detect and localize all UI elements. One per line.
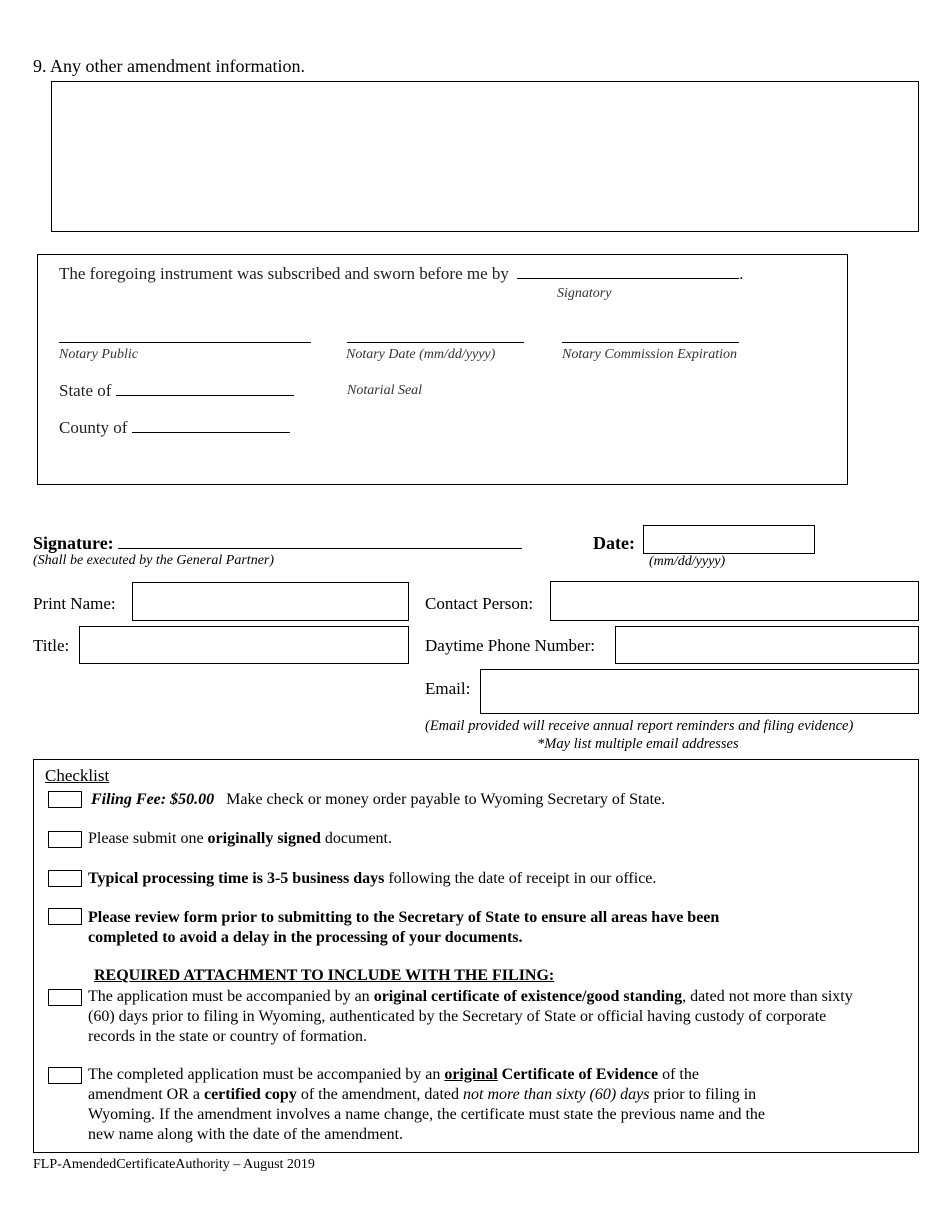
att2-l2-bold: certified copy — [203, 1086, 297, 1103]
print-name-input[interactable] — [132, 582, 409, 621]
att1-bold: original certificate of existence/good standing — [373, 988, 683, 1005]
fee-checkbox[interactable] — [48, 791, 82, 808]
att2-l2-mid: of the amendment, dated — [296, 1086, 463, 1103]
att1-line-3: records in the state or country of formation. — [88, 1028, 368, 1045]
section-9-label: 9. Any other amendment information. — [33, 56, 305, 76]
fee-item — [91, 790, 665, 810]
fee-bold: Filing Fee: $50.00 — [91, 791, 215, 808]
email-multiple-note: *May list multiple email addresses — [537, 736, 739, 752]
sworn-end: . — [739, 264, 744, 283]
att1-line-2: (60) days prior to filing in Wyoming, authenticated by the Secretary of State or official having custody of corporate — [88, 1008, 827, 1025]
email-input[interactable] — [480, 669, 919, 714]
required-attachment-heading: REQUIRED ATTACHMENT TO INCLUDE WITH THE FILING: — [94, 967, 555, 984]
notarial-seal-label: Notarial Seal — [347, 383, 423, 398]
processing-checkbox[interactable] — [48, 870, 82, 887]
daytime-phone-input[interactable] — [615, 626, 919, 664]
county-of-line[interactable] — [132, 432, 290, 433]
review-line-2: completed to avoid a delay in the processing of your documents. — [88, 929, 523, 946]
title-input[interactable] — [79, 626, 409, 664]
att2-l2-pre: amendment OR a — [88, 1086, 204, 1103]
submit-post: document. — [320, 830, 392, 847]
attachment-1-item — [88, 987, 853, 1047]
submit-item — [88, 829, 392, 849]
attachment-1-checkbox[interactable] — [48, 989, 82, 1006]
att1-pre: The application must be accompanied by an — [88, 988, 374, 1005]
contact-person-label: Contact Person: — [425, 594, 534, 613]
submit-pre: Please submit one — [88, 830, 208, 847]
contact-person-input[interactable] — [550, 581, 919, 621]
att1-post: , dated not more than sixty — [682, 988, 853, 1005]
att2-original: original — [444, 1066, 498, 1083]
commission-expiration-label: Notary Commission Expiration — [562, 347, 738, 362]
footer-form-id: FLP-AmendedCertificateAuthority – August 2019 — [33, 1157, 315, 1172]
fee-text: Make check or money order payable to Wyoming Secretary of State. — [226, 791, 666, 808]
att2-l2-post: prior to filing in — [649, 1086, 757, 1103]
processing-item — [88, 869, 656, 889]
att2-bold: Certificate of Evidence — [497, 1066, 659, 1083]
signatory-label: Signatory — [557, 286, 612, 301]
county-of-label: County of — [59, 418, 128, 437]
notary-sworn-statement — [59, 264, 743, 284]
email-note: (Email provided will receive annual report reminders and filing evidence) — [425, 718, 854, 734]
signature-line[interactable] — [118, 548, 522, 549]
submit-checkbox[interactable] — [48, 831, 82, 848]
sworn-text: The foregoing instrument was subscribed and sworn before me by — [59, 264, 509, 283]
print-name-label: Print Name: — [33, 594, 116, 613]
att2-l2-italic: not more than sixty (60) days — [463, 1086, 650, 1103]
date-label: Date: — [593, 533, 635, 553]
processing-bold: Typical processing time is 3-5 business days — [88, 870, 385, 887]
review-checkbox[interactable] — [48, 908, 82, 925]
checklist-title: Checklist — [45, 766, 110, 785]
state-of-label: State of — [59, 381, 112, 400]
daytime-phone-label: Daytime Phone Number: — [425, 636, 595, 655]
title-label: Title: — [33, 636, 70, 655]
notary-date-label: Notary Date (mm/dd/yyyy) — [346, 347, 496, 362]
signature-row — [33, 533, 522, 554]
county-of-row — [59, 418, 290, 438]
signature-label: Signature: — [33, 533, 114, 553]
att2-post: of the — [658, 1066, 699, 1083]
notary-date-line[interactable] — [347, 342, 524, 343]
review-item — [88, 908, 719, 948]
commission-expiration-line[interactable] — [562, 342, 739, 343]
date-format-hint: (mm/dd/yyyy) — [649, 554, 726, 569]
notary-block — [37, 254, 848, 485]
att2-pre: The completed application must be accompanied by an — [88, 1066, 445, 1083]
email-label: Email: — [425, 679, 471, 698]
processing-post: following the date of receipt in our office. — [384, 870, 657, 887]
attachment-2-item — [88, 1065, 765, 1145]
notary-public-line[interactable] — [59, 342, 311, 343]
other-amendment-textarea[interactable] — [51, 81, 919, 232]
state-of-row — [59, 381, 294, 401]
notary-public-label: Notary Public — [59, 347, 138, 362]
state-of-line[interactable] — [116, 395, 294, 396]
submit-bold: originally signed — [207, 830, 321, 847]
date-input[interactable] — [643, 525, 815, 554]
signature-note: (Shall be executed by the General Partner) — [33, 553, 275, 568]
review-line-1: Please review form prior to submitting to the Secretary of State to ensure all areas have been — [88, 909, 720, 926]
att2-line-3: Wyoming. If the amendment involves a name change, the certificate must state the previous name and the — [88, 1106, 766, 1123]
signatory-line[interactable] — [517, 278, 739, 279]
attachment-2-checkbox[interactable] — [48, 1067, 82, 1084]
att2-line-4: new name along with the date of the amendment. — [88, 1126, 404, 1143]
